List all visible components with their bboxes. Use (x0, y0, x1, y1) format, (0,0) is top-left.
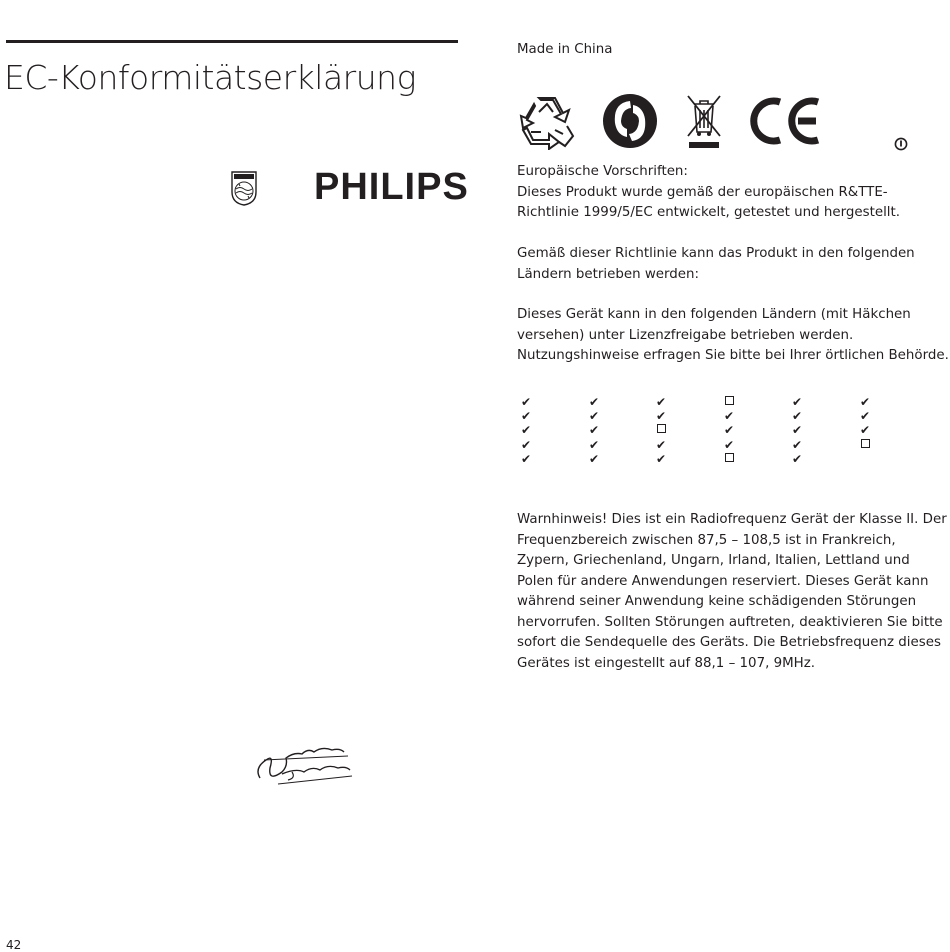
unchecked-cell (724, 452, 738, 466)
country-column (860, 395, 874, 452)
empty-box-icon (657, 424, 666, 433)
check-icon: ✔ (860, 395, 871, 409)
made-in-label: Made in China (517, 42, 613, 57)
title-rule (6, 40, 458, 43)
signature (252, 738, 356, 790)
check-icon: ✔ (792, 437, 803, 452)
license-paragraph: Dieses Gerät kann in den folgenden Ländern (mit Häkchen versehen) unter Lizenzfreigabe betrieben werden. Nutzungshinweise erfragen Sie bitte bei Ihrer örtlichen Behörde. (517, 307, 949, 363)
directive-paragraph: Gemäß dieser Richtlinie kann das Produkt in den folgenden Ländern betrieben werden: (517, 246, 915, 282)
check-icon: ✔ (521, 451, 532, 466)
country-column (521, 395, 535, 466)
check-icon: ✔ (792, 423, 803, 438)
check-icon: ✔ (656, 409, 667, 424)
check-icon: ✔ (656, 437, 667, 452)
check-icon: ✔ (792, 409, 803, 424)
page-title: EC-Konformitätserklärung (4, 58, 416, 97)
unchecked-cell (724, 395, 738, 409)
page-number: 42 (6, 938, 22, 952)
check-icon: ✔ (521, 395, 532, 409)
empty-box-icon (725, 453, 734, 462)
regulations-heading: Europäische Vorschriften: (517, 164, 688, 179)
alert-symbol-icon (894, 137, 908, 151)
check-icon: ✔ (860, 409, 871, 424)
check-icon: ✔ (589, 409, 600, 424)
check-icon: ✔ (724, 437, 735, 452)
green-dot-icon (601, 93, 659, 149)
check-icon: ✔ (792, 395, 803, 409)
empty-box-icon (725, 396, 734, 405)
check-icon: ✔ (521, 409, 532, 424)
check-icon: ✔ (521, 423, 532, 438)
check-icon: ✔ (521, 437, 532, 452)
country-column (792, 395, 806, 466)
check-icon: ✔ (724, 423, 735, 438)
country-column (589, 395, 603, 466)
warning-paragraph: Warnhinweis! Dies ist ein Radiofrequenz Gerät der Klasse II. Der Frequenzbereich zwischen 87,5 – 108,5 ist in Frankreich, Zypern, Griechenland, Ungarn, Irland, Italien, Lettland und Polen für andere Anwendungen reserviert. Dieses Gerät kann während seiner Anwendung keine schädigenden Störungen hervorrufen. Sollten Störungen auftreten, deaktivieren Sie bitte sofort die Sendequelle des Geräts. Die Betriebsfrequenz dieses Gerätes ist eingestellt auf 88,1 – 107, 9MHz. (517, 512, 947, 671)
check-icon: ✔ (589, 395, 600, 409)
ce-mark-icon (744, 96, 822, 146)
country-column (656, 395, 670, 466)
check-icon: ✔ (724, 409, 735, 424)
empty-box-icon (861, 439, 870, 448)
philips-shield-logo (230, 170, 258, 206)
regulations-text: Dieses Produkt wurde gemäß der europäischen R&TTE-Richtlinie 1999/5/EC entwickelt, getestet und hergestellt. (517, 184, 901, 220)
crossed-bin-icon (685, 92, 723, 150)
unchecked-cell (656, 423, 670, 437)
regulations-paragraph (517, 162, 949, 224)
country-column (724, 395, 738, 466)
check-icon: ✔ (589, 423, 600, 438)
recycling-icon (519, 92, 577, 150)
unchecked-cell (860, 438, 874, 452)
philips-wordmark: PHILIPS (314, 166, 469, 208)
check-icon: ✔ (860, 423, 871, 438)
check-icon: ✔ (656, 451, 667, 466)
check-icon: ✔ (589, 451, 600, 466)
check-icon: ✔ (792, 451, 803, 466)
check-icon: ✔ (656, 395, 667, 409)
check-icon: ✔ (589, 437, 600, 452)
